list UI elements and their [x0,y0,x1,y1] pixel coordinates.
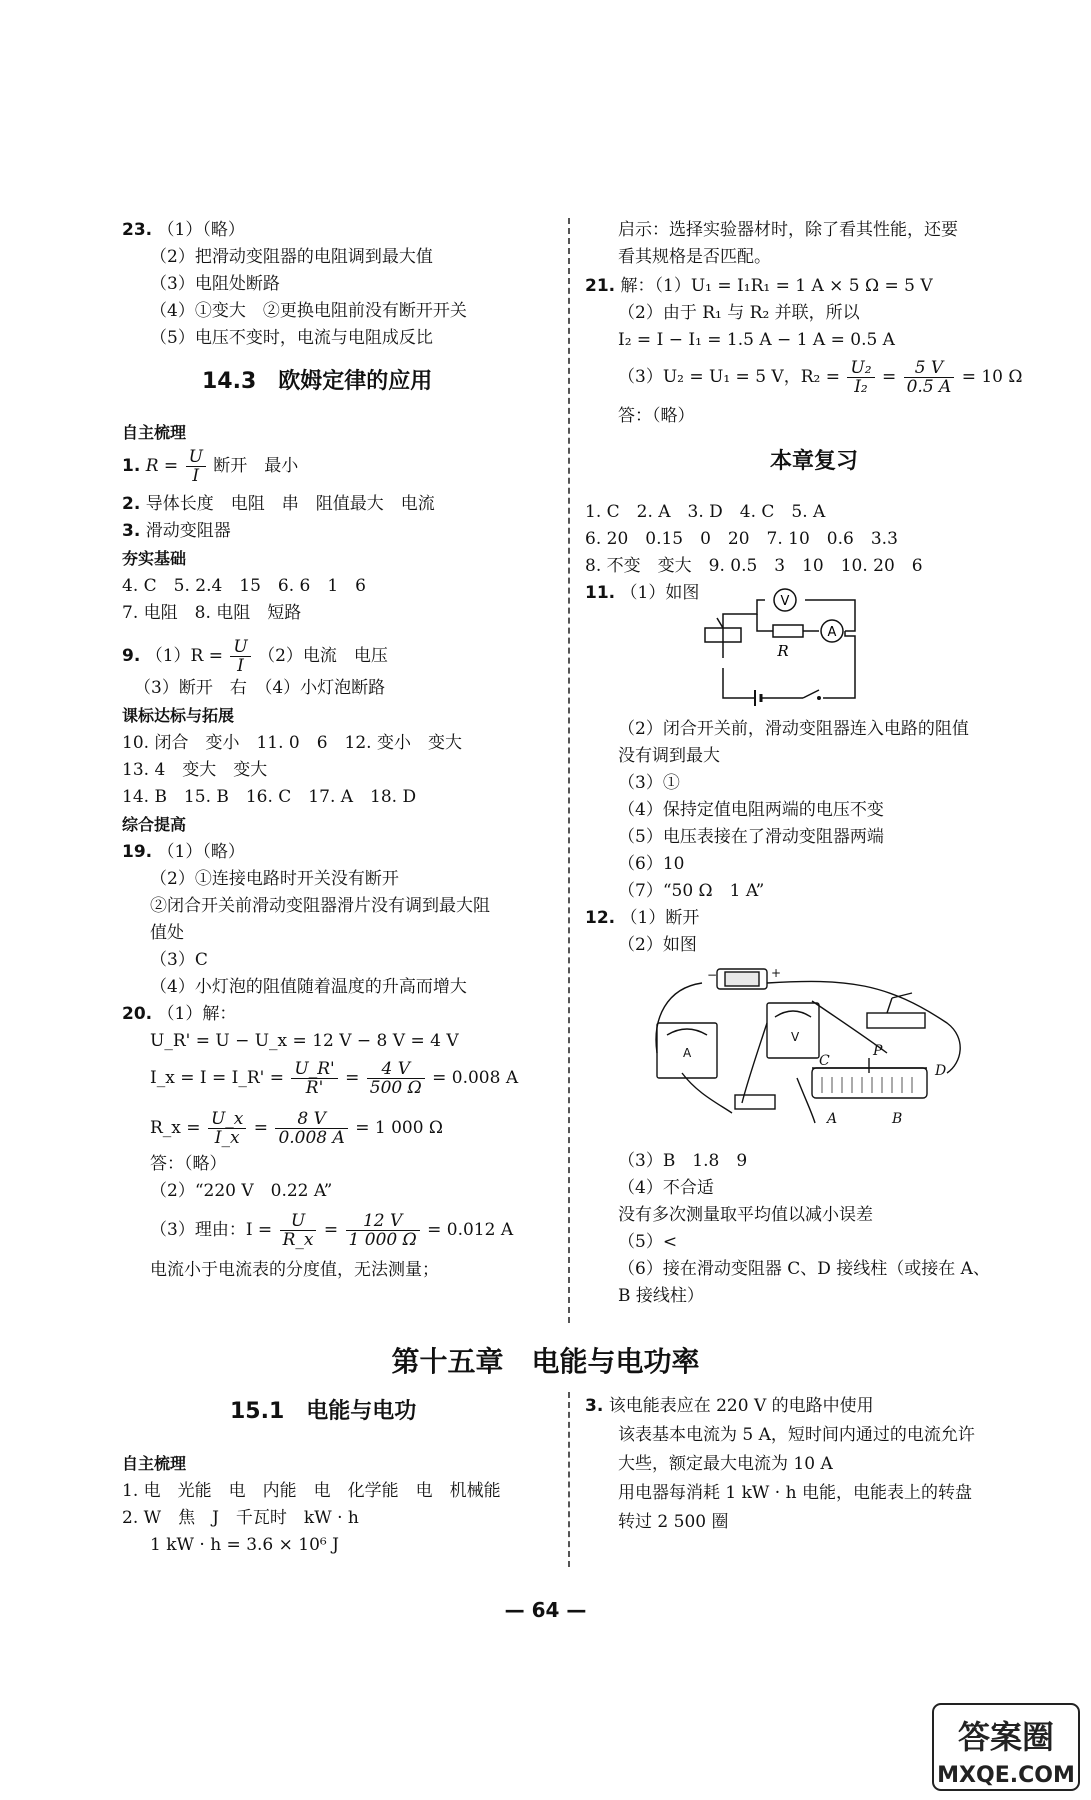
slider-p-label: P [873,1043,883,1059]
review-12: 12. （1）断开 [585,908,700,928]
answer-23-4: （4）①变大 ②更换电阻前没有断开开关 [150,301,467,321]
fraction: $\frac{U}{I}$ [230,638,250,675]
review-11-2: （2）闭合开关前，滑动变阻器连入电路的阻值 [618,719,969,739]
answer-19-3: （3）C [150,950,208,970]
answer-15-3e: 转过 2 500 圈 [618,1512,729,1532]
watermark-text-bottom: MXQE.COM [937,1763,1075,1788]
answer-15-3b: 该表基本电流为 5 A，短时间内通过的电流允许 [618,1425,975,1445]
review-12-5: （5）< [618,1232,678,1252]
answer-20-ans: 答：（略） [150,1154,227,1174]
terminal-d-label: D [935,1063,947,1079]
voltmeter-label: V [780,594,790,609]
terminal-c-label: C [819,1053,830,1069]
section-title-14-3: 14.3 欧姆定律的应用 [202,369,433,394]
answer-9: 9. （1）R = $\frac{U}{I}$ （2）电流 电压 [122,637,388,676]
answer-15-3d: 用电器每消耗 1 kW · h 电能，电能表上的转盘 [618,1483,972,1503]
review-11: 11. （1）如图 [585,583,700,603]
answer-20-3: （3）理由：I = $\frac{U}{R\_x}$ = $\frac{12 V}{1 000 \Omega}$ = 0.012 A [150,1211,514,1250]
answer-19-4: （4）小灯泡的阻值随着温度的升高而增大 [150,977,467,997]
terminal-b-label: B [892,1111,903,1127]
page-number: — 64 — [504,1598,587,1622]
review-6-7: 6. 20 0.15 0 20 7. 10 0.6 3.3 [585,529,898,549]
section-label-zizhu: 自主梳理 [122,423,187,442]
answer-21-3: （3）U₂ = U₁ = 5 V，R₂ = $\frac{\text{U₂}}{\text{I₂}}$ = $\frac{5 V}{0.5 A}$ = 10 Ω [618,358,1023,397]
answer-15-2b: 1 kW · h = 3.6 × 10⁶ J [150,1535,339,1555]
answer-21-ans: 答：（略） [618,406,695,426]
chapter-title: 第十五章 电能与电功率 [391,1345,700,1378]
answer-19-2b: ②闭合开关前滑动变阻器滑片没有调到最大阻 [150,896,490,916]
review-1-5: 1. C 2. A 3. D 4. C 5. A [585,502,826,522]
section-label-kebiao: 课标达标与拓展 [122,706,235,725]
review-12-4b: 没有多次测量取平均值以减小误差 [618,1205,873,1225]
answer-21: 21. 解：（1）U₁ = I₁R₁ = 1 A × 5 Ω = 5 V [585,276,933,296]
answer-15-3c: 大些，额定最大电流为 10 A [618,1454,833,1474]
section-label-hangshi: 夯实基础 [122,549,187,568]
apparatus-diagram-12 [647,963,977,1143]
answer-19-2: （2）①连接电路时开关没有断开 [150,869,399,889]
answer-z3: 3. 滑动变阻器 [122,521,231,541]
watermark-logo [931,1702,1081,1792]
section-title-review: 本章复习 [770,449,859,474]
review-8-10: 8. 不变 变大 9. 0.5 3 10 10. 20 6 [585,556,923,576]
voltmeter-label: V [791,1030,800,1044]
ammeter-label: A [683,1046,692,1060]
review-11-4: （4）保持定值电阻两端的电压不变 [618,800,884,820]
answer-19-2c: 值处 [150,923,184,943]
answer-23: 23. （1）（略） [122,220,245,240]
resistor-label: R [777,642,789,660]
review-11-3: （3）① [618,773,680,793]
section-label-zizhu-15: 自主梳理 [122,1454,187,1473]
column-divider-bottom [568,1392,570,1567]
review-11-2b: 没有调到最大 [618,746,720,766]
answer-23-3: （3）电阻处断路 [150,274,280,294]
review-12-6b: B 接线柱） [618,1286,704,1306]
review-12-4: （4）不合适 [618,1178,714,1198]
answer-4-6: 4. C 5. 2.4 15 6. 6 1 6 [122,576,366,596]
review-12-3: （3）B 1.8 9 [618,1151,748,1171]
answer-19: 19. （1）（略） [122,842,245,862]
review-11-5: （5）电压表接在了滑动变阻器两端 [618,827,884,847]
answer-10-12: 10. 闭合 变小 11. 0 6 12. 变小 变大 [122,733,462,753]
answer-20-line3: R_x = $\frac{U\_x}{I\_x}$ = $\frac{8 V}{0.008 A}$ = 1 000 Ω [150,1109,444,1148]
answer-z1: 1. R = $\frac{U}{I}$ 断开 最小 [122,447,299,486]
section-label-zonghe: 综合提高 [122,815,187,834]
watermark-text-top: 答案圈 [957,1718,1055,1756]
answer-20: 20. （1）解： [122,1004,237,1024]
answer-9-b: （3）断开 右 （4）小灯泡断路 [134,678,386,698]
answer-13: 13. 4 变大 变大 [122,760,268,780]
fraction: $\frac{U}{I}$ [186,448,206,485]
answer-21-2b: I₂ = I − I₁ = 1.5 A − 1 A = 0.5 A [618,330,895,350]
answer-23-2: （2）把滑动变阻器的电阻调到最大值 [150,247,433,267]
answer-15-3: 3. 该电能表应在 220 V 的电路中使用 [585,1396,874,1416]
answer-15-1: 1. 电 光能 电 内能 电 化学能 电 机械能 [122,1481,501,1501]
answer-21-2: （2）由于 R₁ 与 R₂ 并联，所以 [618,303,860,323]
hint-line2: 看其规格是否匹配。 [618,247,771,267]
hint-line1: 启示：选择实验器材时，除了看其性能，还要 [618,220,958,240]
circuit-diagram-11 [695,586,875,708]
column-divider [568,218,570,1323]
answer-20-line1: U_R' = U − U_x = 12 V − 8 V = 4 V [150,1031,459,1051]
ammeter-label: A [827,625,837,640]
answer-14-18: 14. B 15. B 16. C 17. A 18. D [122,787,417,807]
answer-20-2: （2）“220 V 0.22 A” [150,1181,333,1201]
review-12-6: （6）接在滑动变阻器 C、D 接线柱（或接在 A、 [618,1259,990,1279]
review-11-6: （6）10 [618,854,685,874]
answer-15-2: 2. W 焦 J 千瓦时 kW · h [122,1508,359,1528]
section-title-15-1: 15.1 电能与电功 [230,1399,417,1424]
answer-20-line2: I_x = I = I_R' = $\frac{U\_R'}{R'}$ = $\frac{4 V}{500 \Omega}$ = 0.008 A [150,1059,519,1098]
answer-20-4: 电流小于电流表的分度值，无法测量； [150,1260,439,1280]
review-11-7: （7）“50 Ω 1 A” [618,881,765,901]
battery-plus: + [771,966,782,980]
review-12-2: （2）如图 [618,935,697,955]
battery-minus: − [707,968,718,982]
answer-z2: 2. 导体长度 电阻 串 阻值最大 电流 [122,494,435,514]
terminal-a-label: A [827,1111,838,1127]
answer-7-8: 7. 电阻 8. 电阻 短路 [122,603,302,623]
answer-23-5: （5）电压不变时，电流与电阻成反比 [150,328,433,348]
